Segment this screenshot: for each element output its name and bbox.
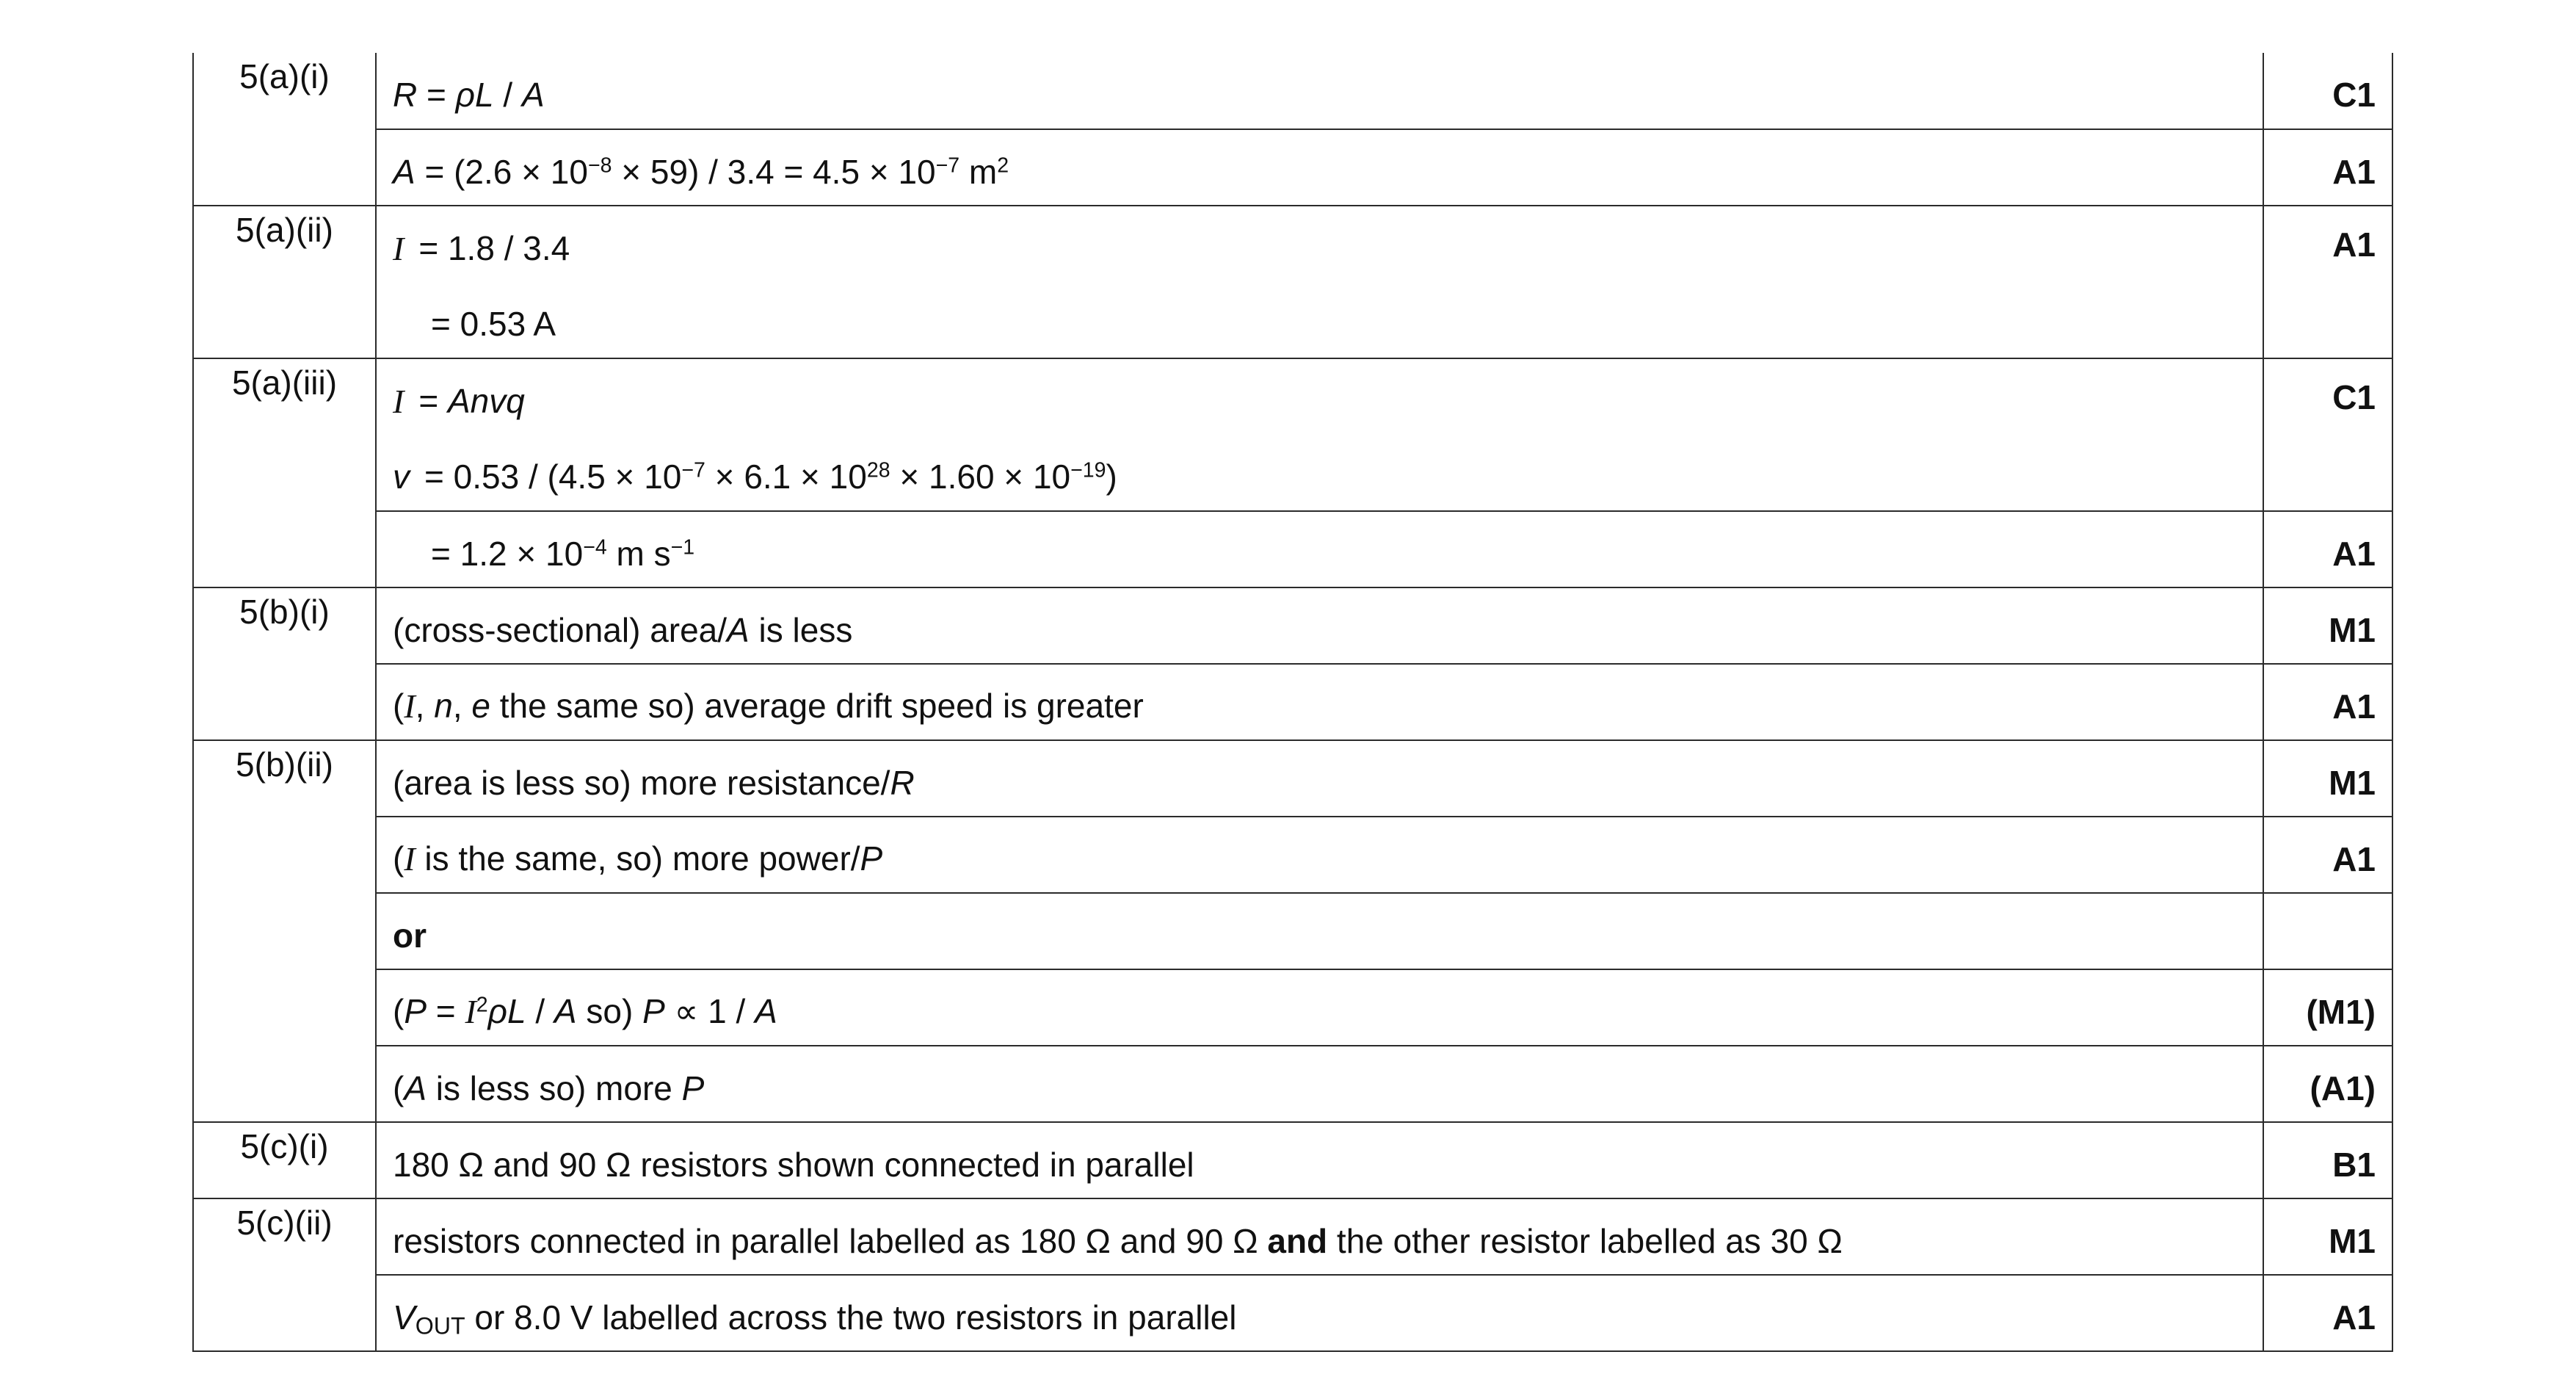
- question-number: 5(a)(i): [193, 53, 376, 206]
- answer-cell: 180 Ω and 90 Ω resistors shown connected in parallel: [376, 1122, 2263, 1198]
- table-row: [193, 664, 2392, 740]
- table-row: [193, 53, 2392, 129]
- question-number: 5(a)(ii): [193, 206, 376, 358]
- answer-cell: (cross-sectional) area/A is less: [376, 587, 2263, 664]
- answer-cell: (A is less so) more P: [376, 1046, 2263, 1122]
- answer-text: and: [1267, 1221, 1328, 1260]
- mark-cell: [2263, 893, 2392, 969]
- answer-cell: $V_{OUT}$ or 8.0 V labelled across the two resistors in parallel: [376, 1275, 2263, 1351]
- table-row: [193, 1046, 2392, 1122]
- answer-cell: (I, n, e the same so) average drift speed is greater: [376, 664, 2263, 740]
- answer-text: (cross-sectional) area/: [393, 610, 728, 649]
- answer-text: is less so) more: [427, 1068, 682, 1107]
- mark-cell: B1: [2263, 1122, 2392, 1198]
- table-row: [193, 129, 2392, 206]
- answer-text: the same so) average drift speed is greater: [490, 687, 1144, 726]
- question-number: 5(c)(i): [193, 1122, 376, 1198]
- answer-cell: ($P = I^2\rho L / A$ so) P ∝ 1 / A: [376, 969, 2263, 1046]
- mark-cell: A1: [2263, 511, 2392, 587]
- mark-cell: C1: [2263, 358, 2392, 511]
- answer-text: is less: [749, 610, 853, 649]
- mark-scheme-table: [192, 53, 2393, 1352]
- answer-text: the other resistor labelled as 30 Ω: [1327, 1221, 1843, 1260]
- mark-cell: A1: [2263, 1275, 2392, 1351]
- mark-cell: (M1): [2263, 969, 2392, 1046]
- table-row: [193, 511, 2392, 587]
- table-row: [193, 435, 2392, 511]
- table-row: [193, 817, 2392, 893]
- mark-cell: (A1): [2263, 1046, 2392, 1122]
- table-row: [193, 358, 2392, 435]
- table-row: [193, 740, 2392, 817]
- mark-cell: A1: [2263, 206, 2392, 358]
- answer-cell: (I is the same, so) more power/P: [376, 817, 2263, 893]
- answer-cell: = $1.2 \times 10^{-4}$ m $s^{-1}$: [376, 511, 2263, 587]
- answer-cell: = 0.53 A: [376, 282, 2263, 358]
- answer-text: or 8.0 V labelled across the two resistors in parallel: [465, 1298, 1237, 1337]
- mark-cell: C1: [2263, 53, 2392, 129]
- table-row: [193, 1275, 2392, 1351]
- table-row: [193, 206, 2392, 282]
- mark-cell: M1: [2263, 740, 2392, 817]
- table-row: [193, 587, 2392, 664]
- answer-cell: [376, 1198, 2263, 1275]
- answer-text: resistors connected in parallel labelled as 180 Ω and 90 Ω: [393, 1221, 1268, 1260]
- answer-text: is the same, so) more power/: [415, 839, 860, 878]
- mark-cell: A1: [2263, 664, 2392, 740]
- or-label: or: [376, 893, 2263, 969]
- question-number: 5(b)(i): [193, 587, 376, 740]
- answer-text: (area is less so) more resistance/: [393, 763, 890, 802]
- table-row: [193, 282, 2392, 358]
- answer-cell: $v = 0.53 / (4.5 \times 10^{-7} \times 6.1 \times 10^{28} \times 1.60 \times 10^{-19})$: [376, 435, 2263, 511]
- answer-cell: (area is less so) more resistance/R: [376, 740, 2263, 817]
- mark-cell: A1: [2263, 129, 2392, 206]
- answer-cell: $A = (2.6 \times 10^{-8} \times 59) / 3.4 = 4.5 \times 10^{-7}$ $m^2$: [376, 129, 2263, 206]
- table-row: [193, 893, 2392, 969]
- answer-cell: I = 1.8 / 3.4: [376, 206, 2263, 282]
- answer-cell: R = ρL / A: [376, 53, 2263, 129]
- table-row: [193, 969, 2392, 1046]
- question-number: 5(b)(ii): [193, 740, 376, 1122]
- question-number: 5(a)(iii): [193, 358, 376, 587]
- mark-cell: M1: [2263, 587, 2392, 664]
- mark-cell: M1: [2263, 1198, 2392, 1275]
- mark-cell: A1: [2263, 817, 2392, 893]
- answer-cell: I = Anvq: [376, 358, 2263, 435]
- question-number: 5(c)(ii): [193, 1198, 376, 1351]
- table-row: [193, 1122, 2392, 1198]
- table-row: [193, 1198, 2392, 1275]
